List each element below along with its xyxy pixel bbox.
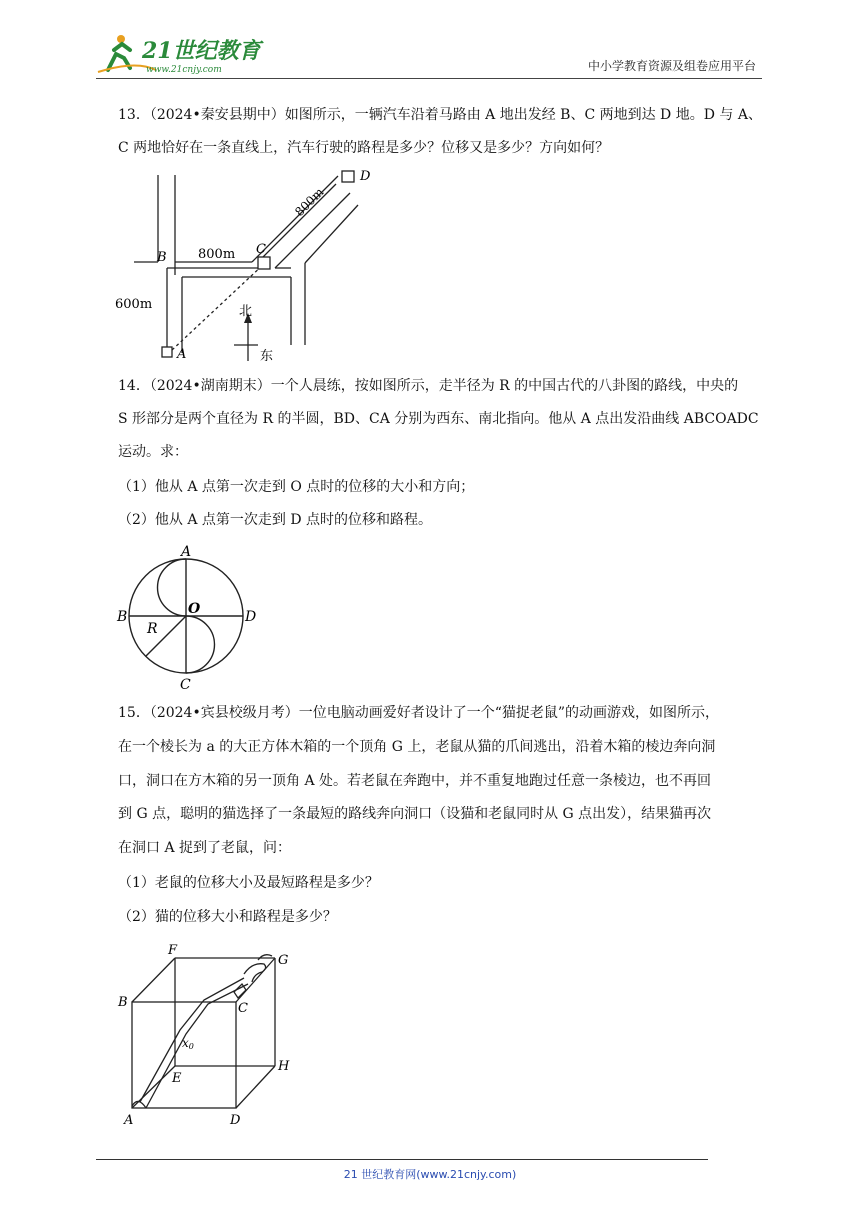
q14-label-r: R [147,621,158,637]
q15-label-g: G [278,953,289,968]
page-header [96,30,762,79]
q13-label-bc: 800m [198,247,236,262]
east-label: 东 [260,349,274,364]
q14-sub1: （1）他从 A 点第一次走到 O 点时的位移的大小和方向； [118,479,475,495]
q15-label-a: A [124,1113,134,1128]
q13-label-b: B [157,250,167,265]
logo-url: www.21cnjy.com [146,65,222,75]
logo-text: 21世纪教育 [142,38,261,64]
q15-line3: 口，洞口在方木箱的另一顶角 A 处。若老鼠在奔跑中，并不重复地跑过任意一条棱边，也不再回 [118,773,712,789]
q13-label-c: C [256,242,266,257]
q14-sub2: （2）他从 A 点第一次走到 D 点时的位移和路程。 [118,512,433,528]
footer-divider [96,1159,708,1160]
q13-figure [110,165,400,365]
q14-label-b: B [117,609,128,625]
q15-label-h: H [278,1059,290,1074]
q15-sub1: （1）老鼠的位移大小及最短路程是多少？ [118,875,379,891]
q13-line1: 13．（2024•秦安县期中）如图所示，一辆汽车沿着马路由 A 地出发经 B、C 两地到达 D 地。D 与 A、 [118,107,762,123]
logo [96,30,266,76]
q15-figure [112,940,312,1130]
q15-label-c: C [238,1001,248,1016]
q15-label-f: F [168,943,178,958]
footer-link[interactable]: 21 世纪教育网(www.21cnjy.com) [343,1168,517,1181]
q15-label-x0: x0 [182,1036,194,1051]
q15-line4: 到 G 点，聪明的猫选择了一条最短的路线奔向洞口（设猫和老鼠同时从 G 点出发），结果猫再次 [118,806,712,822]
q13-label-ab: 600m [115,297,153,312]
platform-name: 中小学教育资源及组卷应用平台 [587,59,756,73]
north-label: 北 [239,304,253,319]
q13-line2: C 两地恰好在一条直线上，汽车行驶的路程是多少？位移又是多少？方向如何？ [118,140,610,156]
q14-label-a: A [181,544,192,560]
q15-label-b: B [118,995,128,1010]
q14-line2: S 形部分是两个直径为 R 的半圆，BD、CA 分别为西东、南北指向。他从 A 点出发沿曲线 ABCOADC [118,411,759,427]
q15-label-e: E [172,1071,182,1086]
q15-label-d: D [230,1113,241,1128]
q14-label-d: D [245,609,257,625]
q13-label-d: D [360,169,371,184]
q14-figure [112,543,262,693]
q14-label-c: C [180,677,191,693]
q14-label-o: O [188,601,201,617]
q15-sub2: （2）猫的位移大小和路程是多少？ [118,909,337,925]
q14-line1: 14．（2024•湖南期末）一个人晨练，按如图所示，走半径为 R 的中国古代的八卦图的路线，中央的 [118,378,739,394]
q13-label-cd: 800m [292,184,327,220]
q15-line5: 在洞口 A 捉到了老鼠，问： [118,840,292,856]
q15-line1: 15．（2024•宾县校级月考）一位电脑动画爱好者设计了一个“猫捉老鼠”的动画游戏，如图所示， [118,705,720,721]
q15-line2: 在一个棱长为 a 的大正方体木箱的一个顶角 G 上，老鼠从猫的爪间逃出，沿着木箱的棱边奔向洞 [118,739,716,755]
q14-line3: 运动。求： [118,444,188,460]
q13-label-a: A [177,347,187,362]
